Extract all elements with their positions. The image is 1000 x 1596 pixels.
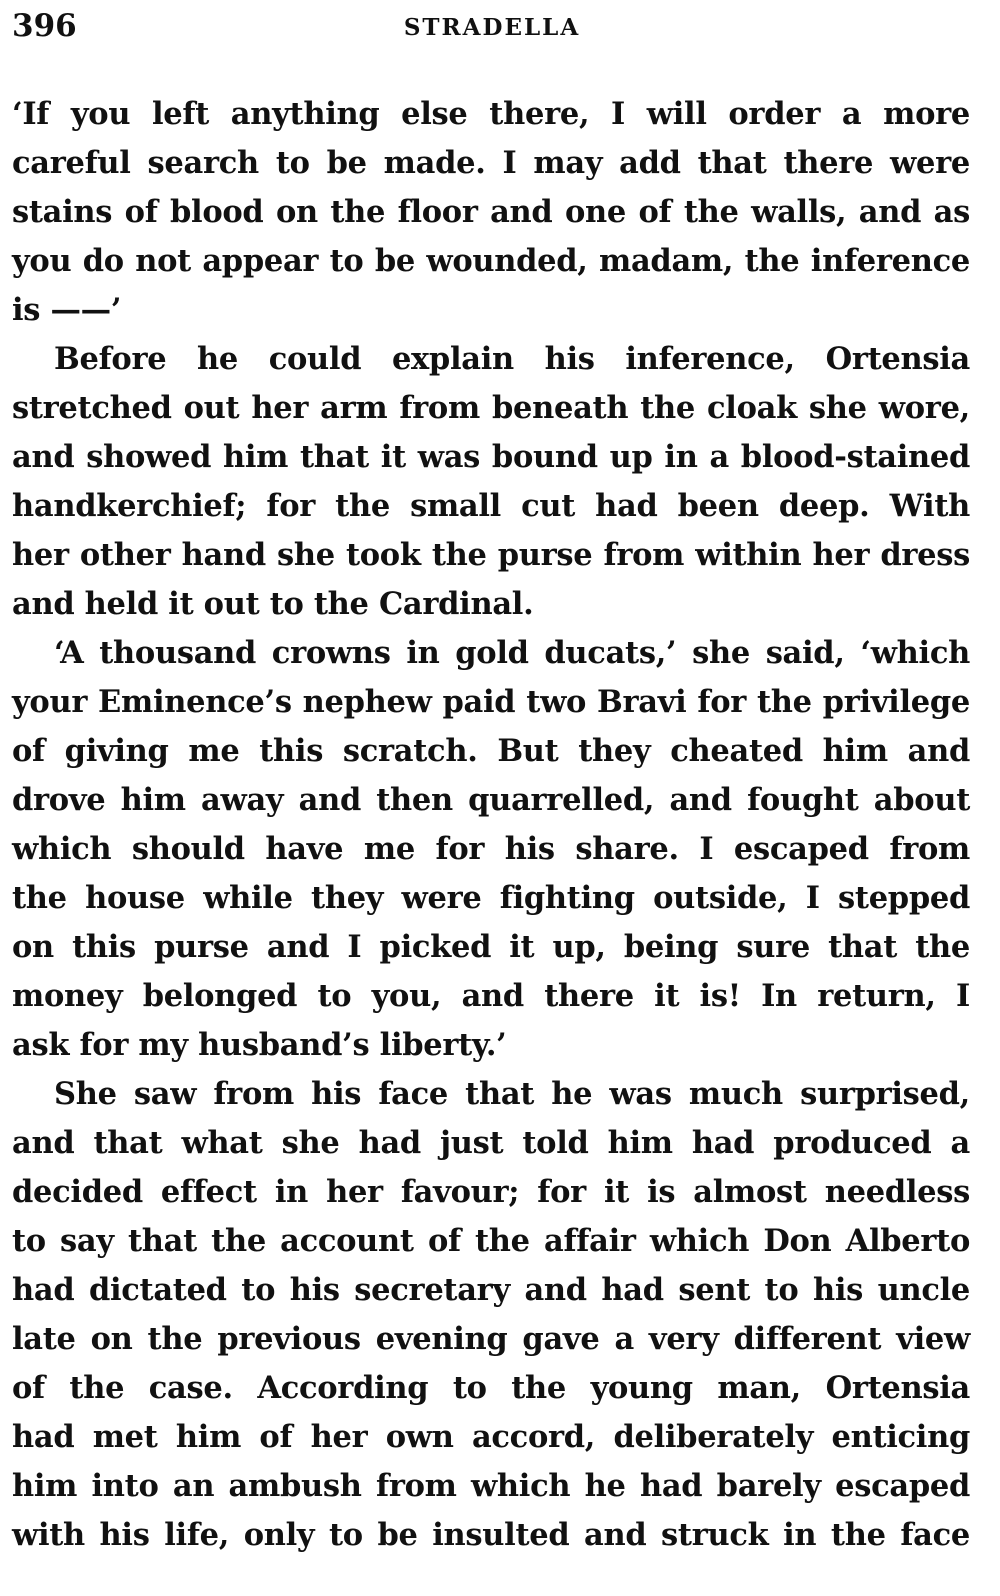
text-line: stains of blood on the floor and one of the walls, and as [12, 194, 970, 230]
text-line: late on the previous evening gave a very different view [12, 1321, 970, 1357]
text-line: handkerchief; for the small cut had been deep. With [12, 488, 970, 524]
text-line: the house while they were fighting outside, I stepped [12, 880, 970, 916]
text-line: with his life, only to be insulted and struck in the face [12, 1517, 970, 1553]
text-line: had met him of her own accord, deliberately enticing [12, 1419, 970, 1455]
text-line: had dictated to his secretary and had sent to his uncle [12, 1272, 970, 1308]
text-line: your Eminence’s nephew paid two Bravi for the privilege [12, 684, 970, 720]
text-line: and that what she had just told him had produced a [12, 1125, 970, 1161]
text-line: ask for my husband’s liberty.’ [12, 1027, 507, 1063]
running-head: STRADELLA [403, 14, 581, 41]
paragraph-first-line: Before he could explain his inference, Ortensia [54, 341, 970, 377]
text-line: ‘If you left anything else there, I will order a more [12, 96, 970, 132]
text-line: and showed him that it was bound up in a blood-stained [12, 439, 970, 475]
body-text [12, 90, 970, 1560]
text-line: decided effect in her favour; for it is almost needless [12, 1174, 970, 1210]
text-line: to say that the account of the affair which Don Alberto [12, 1223, 970, 1259]
page-header [12, 6, 972, 50]
page-number: 396 [12, 8, 77, 44]
text-line: of giving me this scratch. But they cheated him and [12, 733, 970, 769]
text-line: and held it out to the Cardinal. [12, 586, 534, 622]
text-line: is ——’ [12, 292, 122, 328]
paragraph-first-line: ‘A thousand crowns in gold ducats,’ she said, ‘which [54, 635, 970, 671]
text-line: on this purse and I picked it up, being sure that the [12, 929, 970, 965]
text-line: you do not appear to be wounded, madam, the inference [12, 243, 970, 279]
text-line: stretched out her arm from beneath the cloak she wore, [12, 390, 970, 426]
paragraph-first-line: She saw from his face that he was much surprised, [54, 1076, 970, 1112]
text-line: which should have me for his share. I escaped from [12, 831, 970, 867]
text-line: of the case. According to the young man, Ortensia [12, 1370, 970, 1406]
text-line: drove him away and then quarrelled, and fought about [12, 782, 970, 818]
text-line: careful search to be made. I may add that there were [12, 145, 970, 181]
text-line: her other hand she took the purse from within her dress [12, 537, 970, 573]
text-line: money belonged to you, and there it is! In return, I [12, 978, 970, 1014]
text-line: him into an ambush from which he had barely escaped [12, 1468, 970, 1504]
